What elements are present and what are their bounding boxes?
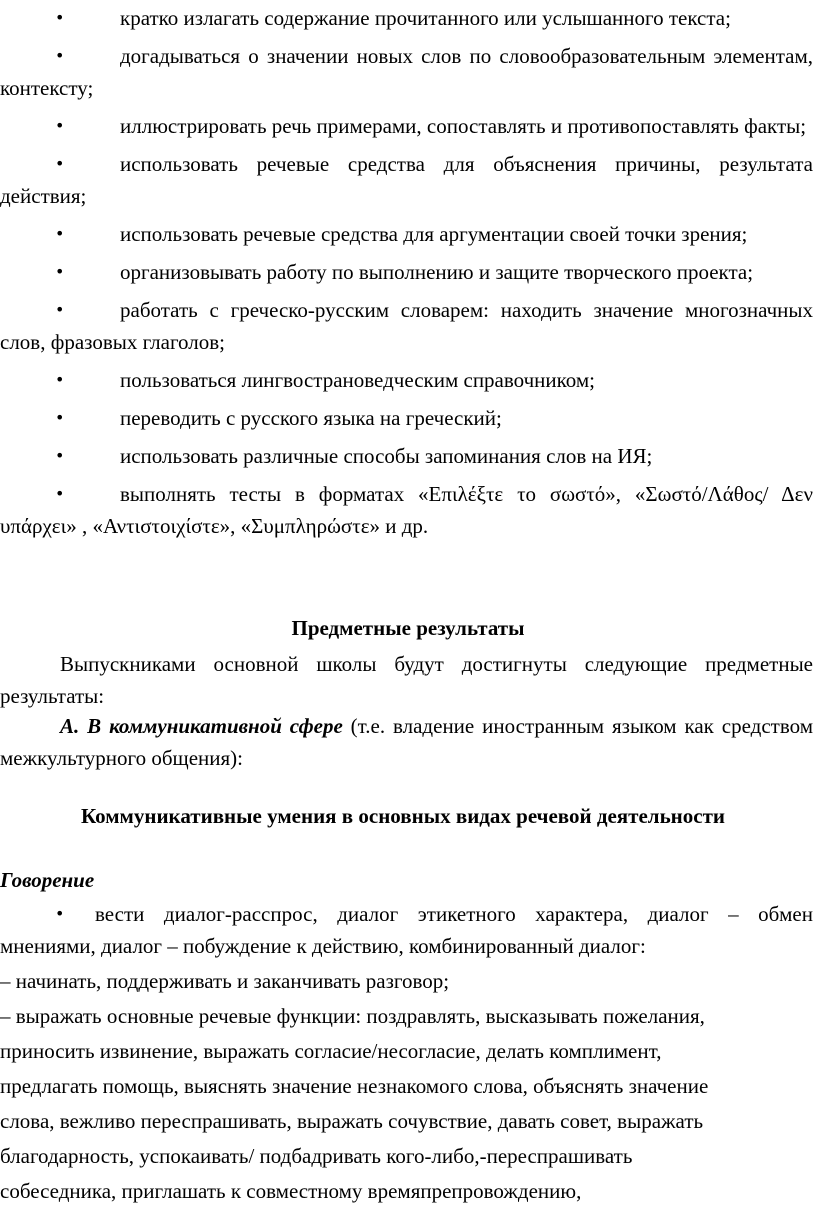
list-item-text: выполнять тесты в форматах «Επιλέξτε το σωστό», «Σωστό/Λάθος/ Δεν υπάρχει» , «Αντιστοιχίστε», «Συμπληρώστε» и др. (0, 482, 813, 538)
list-item-text: иллюстрировать речь примерами, сопоставлять и противопоставлять факты; (120, 114, 807, 138)
list-item (0, 256, 813, 288)
speaking-line: благодарность, успокаивать/ подбадривать кого-либо,-переспрашивать (0, 1144, 633, 1168)
list-item-text: переводить с русского языка на греческий; (120, 406, 502, 430)
list-item (0, 478, 813, 542)
speaking-line: – выражать основные речевые функции: поздравлять, высказывать пожелания, (0, 1004, 705, 1028)
speaking-line: предлагать помощь, выяснять значение незнакомого слова, объяснять значение (0, 1074, 709, 1098)
intro-paragraph (0, 648, 813, 712)
bullet-icon: • (55, 370, 65, 389)
bullet-icon: • (55, 224, 65, 243)
bullet-icon: • (55, 154, 65, 173)
list-item-text: организовывать работу по выполнению и защите творческого проекта; (120, 260, 754, 284)
list-item (0, 110, 813, 142)
list-item (0, 148, 813, 212)
list-item (0, 898, 813, 962)
list-item (0, 364, 813, 396)
skills-title: Коммуникативные умения в основных видах речевой деятельности (80, 804, 726, 828)
sphere-paragraph (0, 710, 813, 774)
intro-paragraph-text: Выпускниками основной школы будут достигнуты следующие предметные результаты: (0, 652, 813, 708)
list-item (0, 218, 813, 250)
sphere-label: А. В коммуникативной сфере (60, 714, 343, 738)
list-item-text: работать с греческо-русским словарем: находить значение многозначных слов, фразовых глаголов; (0, 298, 813, 354)
list-item-text: использовать различные способы запоминания слов на ИЯ; (120, 444, 653, 468)
sphere-paragraph-body (0, 710, 813, 774)
bullet-icon: • (55, 46, 65, 65)
bullet-icon: • (55, 8, 65, 27)
list-item-text: использовать речевые средства для объяснения причины, результата действия; (0, 152, 813, 208)
skills-bullet-list (0, 2, 813, 548)
speaking-line: – начинать, поддерживать и заканчивать разговор; (0, 969, 450, 993)
list-item-text: догадываться о значении новых слов по словообразовательным элементам, контексту; (0, 44, 813, 100)
bullet-icon: • (55, 116, 65, 135)
section-title: Предметные результаты (291, 616, 525, 640)
speaking-line: собеседника, приглашать к совместному времяпрепровождению, (0, 1179, 582, 1203)
list-item-text: пользоваться лингвострановедческим справочником; (120, 368, 596, 392)
list-item (0, 2, 813, 34)
list-item (0, 402, 813, 434)
bullet-icon: • (55, 446, 65, 465)
bullet-icon: • (55, 300, 65, 319)
speaking-line: приносить извинение, выражать согласие/несогласие, делать комплимент, (0, 1039, 662, 1063)
list-item-text: вести диалог-расспрос, диалог этикетного характера, диалог – обмен мнениями, диалог – побуждение к действию, комбинированный диалог: (0, 902, 813, 958)
bullet-icon: • (55, 262, 65, 281)
bullet-icon: • (55, 408, 65, 427)
list-item (0, 440, 813, 472)
bullet-icon: • (55, 484, 65, 503)
sphere-description: (т.е. владение иностранным языком как средством межкультурного общения): (0, 714, 813, 770)
list-item-text: кратко излагать содержание прочитанного или услышанного текста; (120, 6, 731, 30)
list-item-text: использовать речевые средства для аргументации своей точки зрения; (120, 222, 748, 246)
list-item (0, 294, 813, 358)
speaking-section (0, 898, 813, 1210)
list-item (0, 40, 813, 104)
speaking-line: слова, вежливо переспрашивать, выражать сочувствие, давать совет, выражать (0, 1109, 704, 1133)
speaking-heading: Говорение (0, 868, 95, 892)
bullet-icon: • (55, 904, 65, 923)
